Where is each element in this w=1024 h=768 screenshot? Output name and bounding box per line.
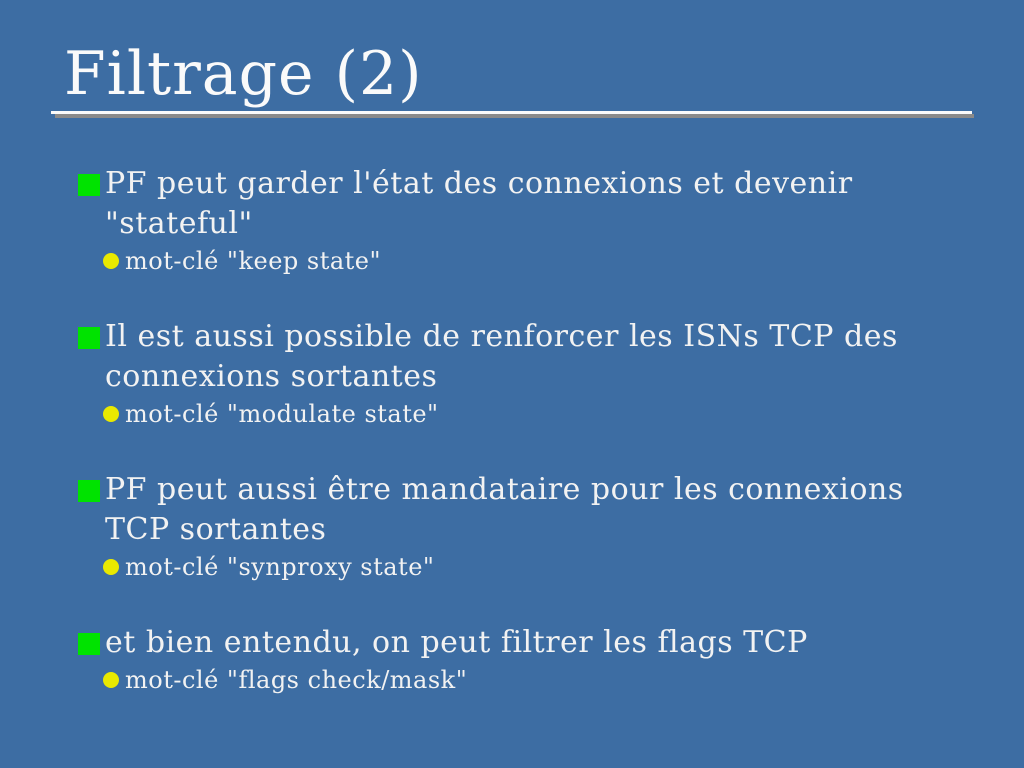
bullet-line-1: Il est aussi possible de renforcer les ISNs TCP des <box>105 319 898 354</box>
bullet-main-row <box>78 623 998 663</box>
circle-bullet-icon <box>103 559 119 575</box>
slide-title: Filtrage (2) <box>64 39 423 109</box>
bullet-item <box>78 317 998 431</box>
sub-bullet-text: mot-clé "synproxy state" <box>125 553 435 581</box>
sub-bullet-text: mot-clé "flags check/mask" <box>125 666 468 694</box>
bullet-line-2: TCP sortantes <box>105 512 327 547</box>
bullet-text <box>105 164 853 244</box>
bullet-list <box>78 164 998 736</box>
square-bullet-icon <box>78 480 100 502</box>
circle-bullet-icon <box>103 672 119 688</box>
sub-bullet-text: mot-clé "keep state" <box>125 247 382 275</box>
bullet-item <box>78 623 998 697</box>
bullet-line-1: et bien entendu, on peut filtrer les flags TCP <box>105 625 808 660</box>
square-bullet-icon <box>78 327 100 349</box>
bullet-text <box>105 470 904 550</box>
square-bullet-icon <box>78 633 100 655</box>
bullet-line-2: "stateful" <box>105 206 253 241</box>
sub-bullet-item <box>103 663 998 697</box>
title-underline-shadow <box>55 114 974 118</box>
bullet-text <box>105 623 808 663</box>
sub-bullet-item <box>103 397 998 431</box>
circle-bullet-icon <box>103 406 119 422</box>
bullet-line-1: PF peut aussi être mandataire pour les connexions <box>105 472 904 507</box>
bullet-main-row <box>78 164 998 244</box>
bullet-text <box>105 317 898 397</box>
bullet-item <box>78 164 998 278</box>
square-bullet-icon <box>78 174 100 196</box>
circle-bullet-icon <box>103 253 119 269</box>
bullet-line-2: connexions sortantes <box>105 359 438 394</box>
sub-bullet-item <box>103 244 998 278</box>
sub-bullet-item <box>103 550 998 584</box>
bullet-item <box>78 470 998 584</box>
bullet-main-row <box>78 470 998 550</box>
bullet-main-row <box>78 317 998 397</box>
bullet-line-1: PF peut garder l'état des connexions et devenir <box>105 166 853 201</box>
sub-bullet-text: mot-clé "modulate state" <box>125 400 439 428</box>
